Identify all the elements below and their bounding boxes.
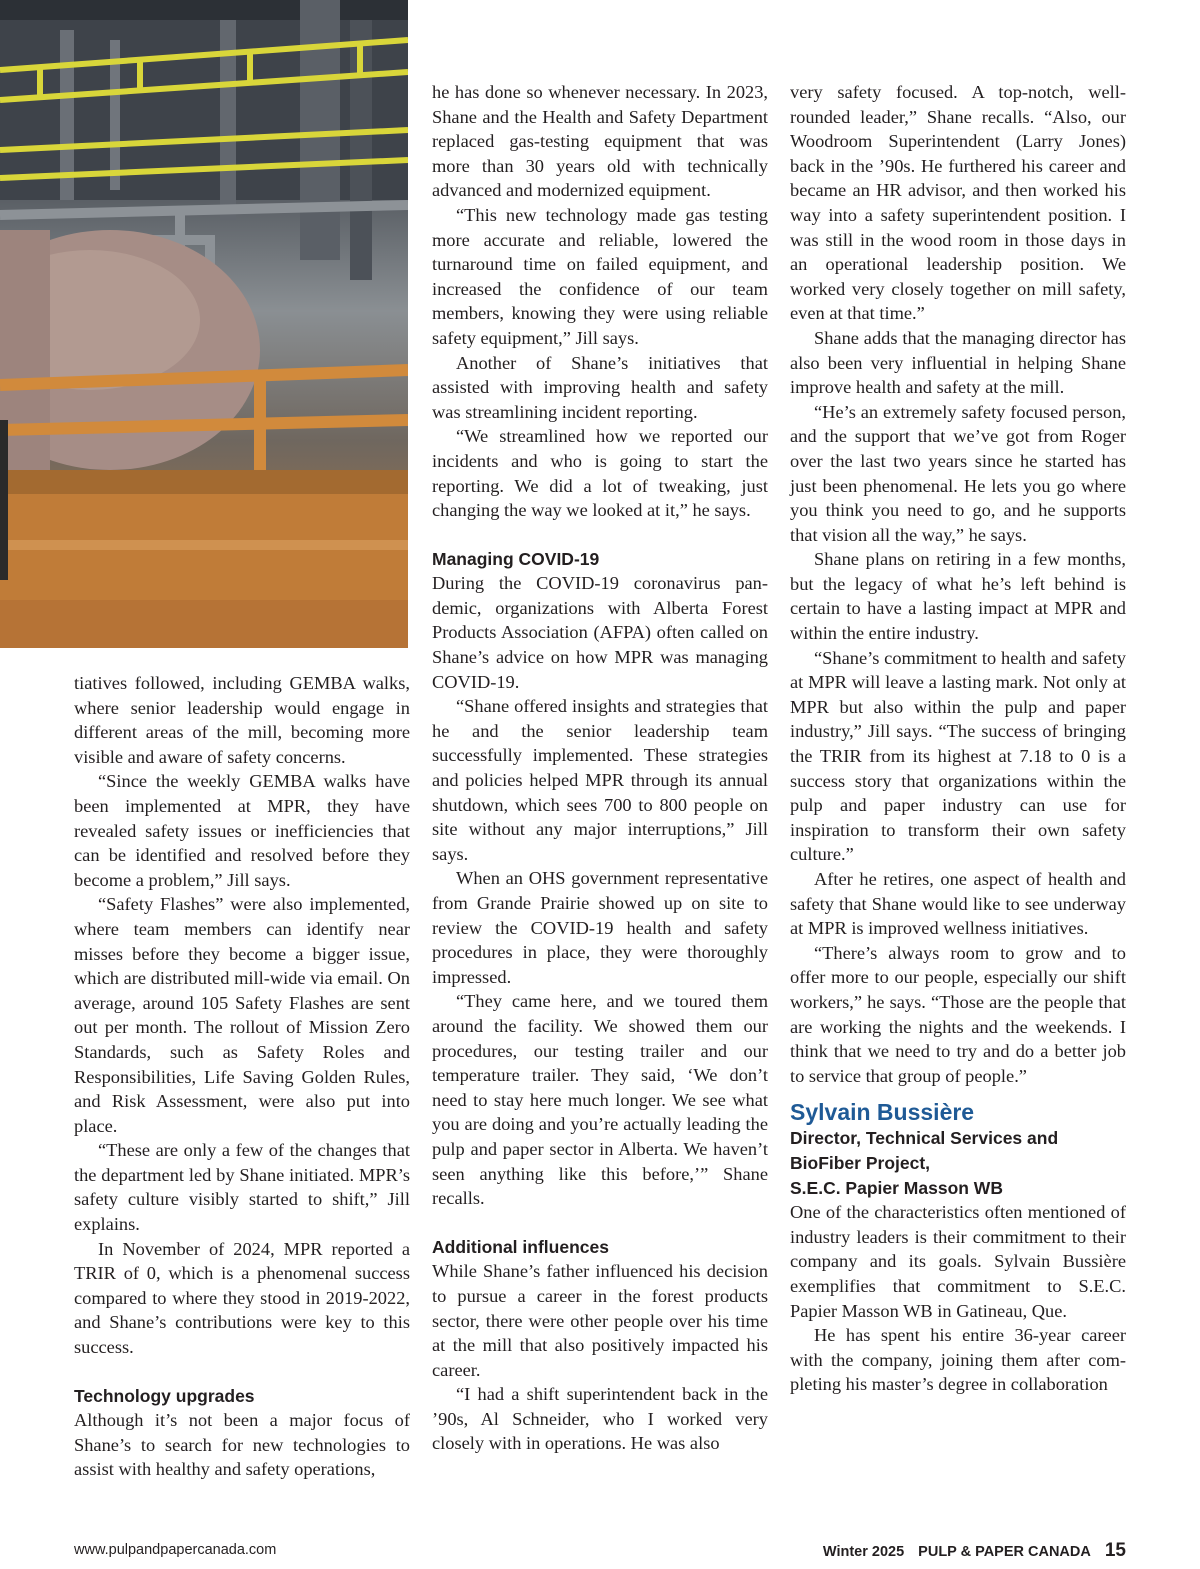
section-heading-covid: Managing COVID-19 xyxy=(432,548,600,569)
paragraph: When an OHS government representative from Grande Prairie showed up on site to review the COVID-19 health and safety procedures in place, they were thoroughly impressed. xyxy=(432,868,768,987)
paragraph: Although it’s not been a major focus of Shane’s to search for new technologies to assist with healthy and safety operations, xyxy=(74,1410,410,1480)
paragraph: “Shane offered insights and strategies that he and the senior leadership team successfully implemented. These strategies and policies helped MPR through its annual shutdown, which sees 700 to 800 people on site without any major interruptions,” Jill says. xyxy=(432,696,768,864)
paragraph: he has done so whenever necessary. In 2023, Shane and the Health and Safety Department replaced gas-testing equipment that was more than 30 years old with technically advanced and modernized equipment. xyxy=(432,82,768,201)
issue-label: Winter 2025 xyxy=(822,1544,905,1560)
page-footer xyxy=(74,1540,1126,1564)
industrial-mill-photo xyxy=(0,0,408,648)
paragraph: “There’s always room to grow and to offer more to our people, especially our shift workers,” he says. “Those are the people that are working the nights and the weekends. I think that we need to try and do a better job to service that group of people.” xyxy=(790,942,1126,1086)
paragraph: Shane plans on retiring in a few months, but the legacy of what he’s left behind is certain to have a lasting impact at MPR and within the entire industry. xyxy=(790,549,1126,644)
website-url: www.pulpandpapercanada.com xyxy=(74,1542,277,1558)
section-heading-technology: Technology upgrades xyxy=(74,1385,255,1406)
paragraph: “Safety Flashes” were also implemented, where team members can identify near misses before they become a bigger issue, which are distributed mill-wide via email. On average, around 105 Safety Flashes are sent out per month. The rollout of Mission Zero Standards, such as Safety Roles and Responsibilities, Life Saving Golden Rules, and Risk Assessment, were also put into place. xyxy=(74,894,410,1136)
paragraph: “Since the weekly GEMBA walks have been implemented at MPR, they have revealed safety issues or inefficiencies that can be identified and resolved before they become a problem,” Jill says. xyxy=(74,771,410,890)
magazine-name: PULP & PAPER CANADA xyxy=(918,1544,1091,1560)
column-2 xyxy=(432,80,768,1456)
paragraph: “Shane’s commitment to health and safety at MPR will leave a lasting mark. Not only at MPR but also within the pulp and paper industry,” Jill says. “The success of bringing the TRIR from its highest at 7.18 to 0 is a success story that organizations within the pulp and paper industry can use for inspiration to transform their own safety culture.” xyxy=(790,647,1126,865)
paragraph: After he retires, one aspect of health and safety that Shane would like to see underway at MPR is improved wellness initiatives. xyxy=(790,869,1126,939)
column-3 xyxy=(790,80,1126,1397)
paragraph: “These are only a few of the changes that the department led by Shane initiated. MPR’s safety culture visibly started to shift,” Jill explains. xyxy=(74,1140,410,1235)
paragraph: He has spent his entire 36-year career with the company, joining them after completing his master’s degree in collaboration xyxy=(790,1325,1126,1395)
mill-illustration xyxy=(0,0,408,648)
page-number: 15 xyxy=(1104,1540,1126,1561)
paragraph: “We streamlined how we reported our incidents and who is going to start the reporting. We did a lot of tweaking, just changing the way we looked at it,” he says. xyxy=(432,426,768,521)
profile-title-line: BioFiber Project, xyxy=(790,1152,931,1173)
paragraph: “They came here, and we toured them around the facility. We showed them our procedures, our testing trailer and our temperature trailer. They said, ‘We don’t need to stay here much longer. We see what you are doing and you’re actually leading the pulp and paper sector in Alberta. We haven’t seen anything like this before,’” Shane recalls. xyxy=(432,991,768,1209)
paragraph: While Shane’s father influenced his decision to pursue a career in the forest products sector, there were other people over his time at the mill that also positively impacted his career. xyxy=(432,1261,768,1380)
paragraph: One of the characteristics often mentioned of industry leaders is their commitment to their company and its goals. Sylvain Bussière exemplifies that commitment to S.E.C. Papier Masson WB in Gatineau, Que. xyxy=(790,1202,1126,1321)
paragraph: Another of Shane’s initiatives that assisted with improving health and safety was streamlining incident reporting. xyxy=(432,352,768,422)
paragraph: “I had a shift superintendent back in the ’90s, Al Schneider, who I worked very closely with in operations. He was also xyxy=(432,1384,768,1454)
section-heading-additional: Additional influences xyxy=(432,1236,609,1257)
paragraph: “This new technology made gas testing more accurate and reliable, lowered the turnaround time on failed equipment, and increased the confidence of our team members, knowing they were using reliable safety equipment,” Jill says. xyxy=(432,204,768,348)
paragraph: “He’s an extremely safety focused person, and the support that we’ve got from Roger over the last two years since he started has just been phenomenal. He lets you go where you think you need to go, and he supports that vision all the way,” he says. xyxy=(790,401,1126,545)
profile-title-line: Director, Technical Services and xyxy=(790,1128,1059,1149)
paragraph: tiatives followed, including GEMBA walks, where senior leadership would engage in different areas of the mill, becoming more visible and aware of safety concerns. xyxy=(74,673,410,767)
paragraph: In November of 2024, MPR reported a TRIR of 0, which is a phenomenal success compared to where they stood in 2019-2022, and Shane’s contributions were key to this success. xyxy=(74,1238,410,1358)
footer-right xyxy=(823,1540,1126,1562)
profile-name: Sylvain Bussière xyxy=(790,1099,975,1126)
paragraph: During the COVID-19 coronavirus pandemic, organizations with Alberta Forest Products Association (AFPA) often called on Shane’s advice on how MPR was managing COVID-19. xyxy=(432,573,768,692)
column-1 xyxy=(74,671,410,1482)
paragraph: Shane adds that the managing director has also been very influential in helping Shane improve health and safety at the mill. xyxy=(790,327,1126,398)
profile-company: S.E.C. Papier Masson WB xyxy=(790,1177,1003,1198)
paragraph: very safety focused. A top-notch, well-rounded leader,” Shane recalls. “Also, our Woodroom Superintendent (Larry Jones) back in the ’90s. He furthered his career and became an HR advisor, and then worked his way into a safety superintendent position. I was still in the wood room in those days in an operational leadership position. We worked very closely together on mill safety, even at that time.” xyxy=(790,82,1126,324)
